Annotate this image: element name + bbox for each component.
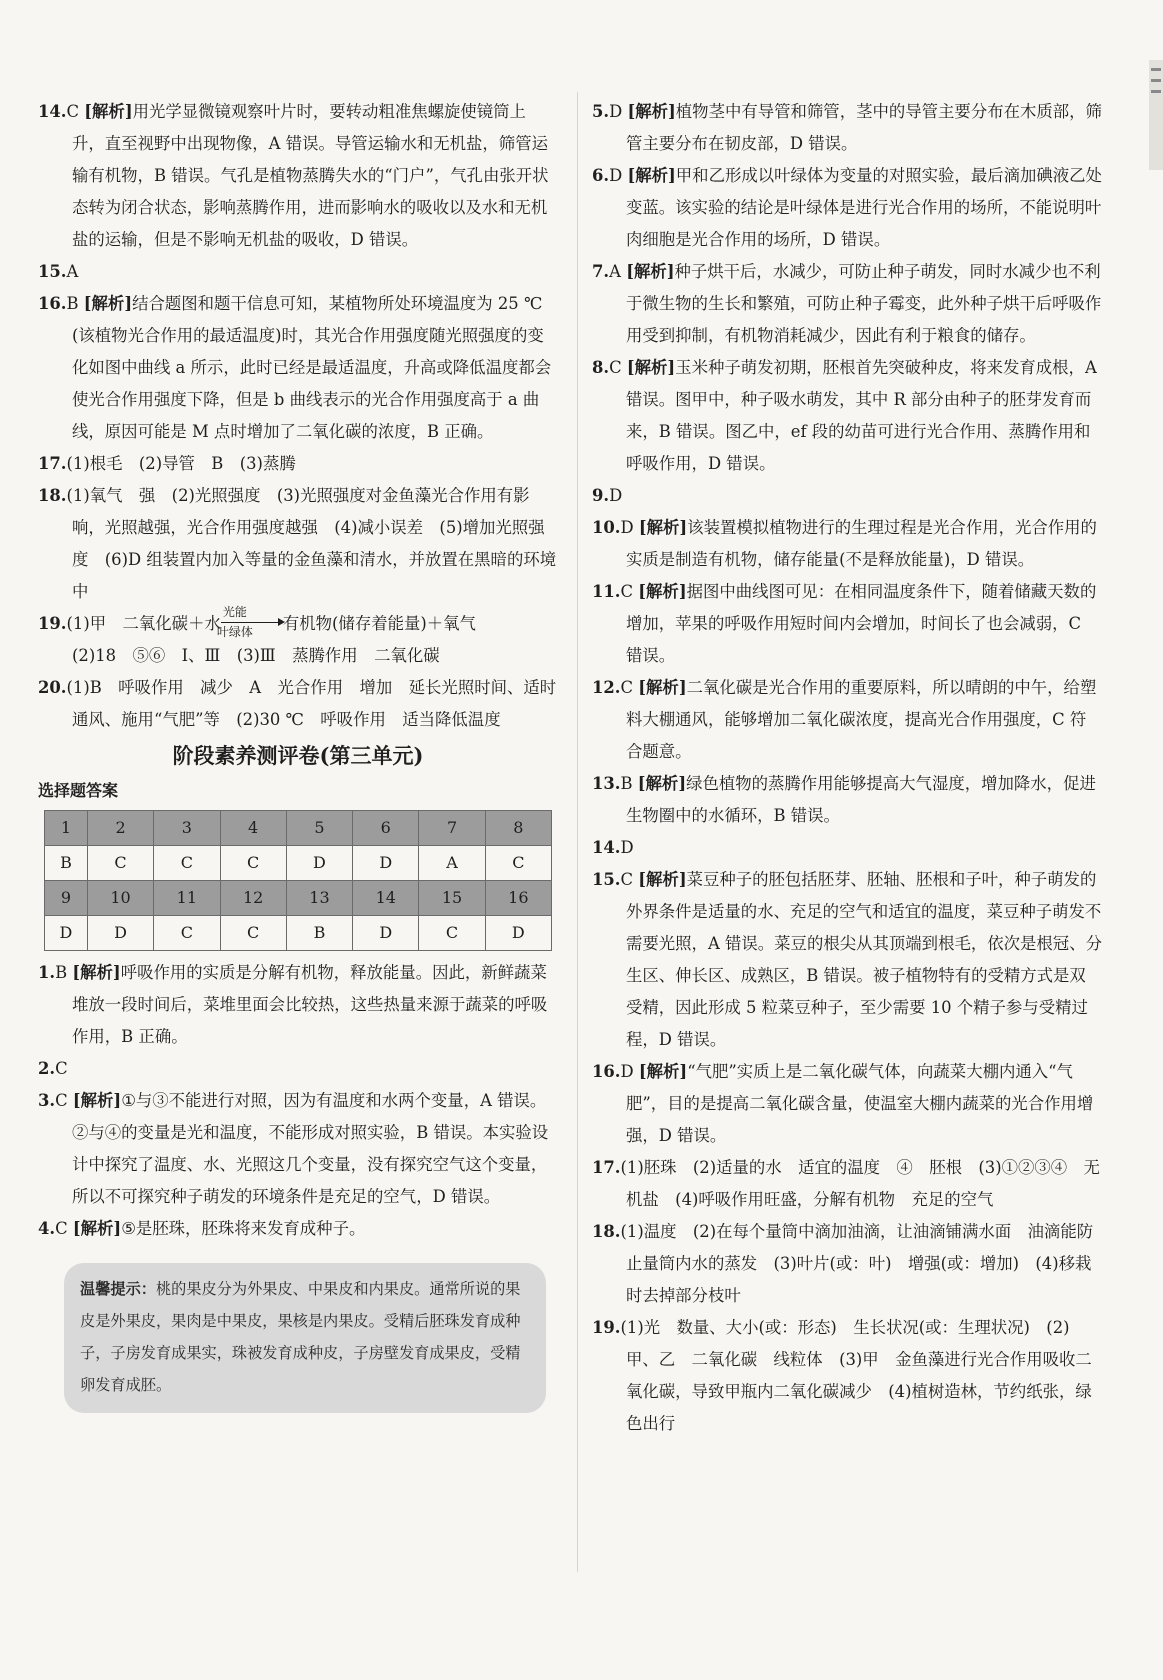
solution-item-12: 12.C [解析]二氧化碳是光合作用的重要原料，所以晴朗的中午，给塑料大棚通风，能够增加二氧化碳浓度，提高光合作用强度，C 符合题意。	[592, 678, 1097, 761]
question-number-cell: 2	[87, 811, 153, 846]
right-column	[592, 96, 1102, 1440]
solution-item-7: 7.A [解析]种子烘干后，水减少，可防止种子萌发，同时水减少也不利于微生物的生长和繁殖，可防止种子霉变，此外种子烘干后呼吸作用受到抑制，有机物消耗减少，因此有利于粮食的储存。	[592, 262, 1102, 345]
column-divider	[577, 92, 578, 1572]
answer-cell: C	[220, 846, 286, 881]
solution-item-19: 19.(1)光 数量、大小(或：形态) 生长状况(或：生理状况) (2)甲、乙 二氧化碳 线粒体 (3)甲 金鱼藻进行光合作用吸收二氧化碳，导致甲瓶内二氧化碳减少 (4)植树造林，节约纸张，绿色出行	[592, 1318, 1092, 1433]
tip-box: 温馨提示：桃的果皮分为外果皮、中果皮和内果皮。通常所说的果皮是外果皮，果肉是中果皮，果核是内果皮。受精后胚珠发育成种子，子房发育成果实，珠被发育成种皮，子房壁发育成果皮，受精卵发育成胚。	[64, 1263, 546, 1413]
question-number-cell: 1	[45, 811, 88, 846]
question-number-cell: 4	[220, 811, 286, 846]
answer-cell: C	[154, 846, 220, 881]
solution-item-2: 2.C	[38, 1059, 68, 1078]
solution-item-17: 17.(1)胚珠 (2)适量的水 适宜的温度 ④ 胚根 (3)①②③④ 无机盐 (4)呼吸作用旺盛，分解有机物 充足的空气	[592, 1158, 1100, 1209]
answer-cell: C	[154, 916, 220, 951]
answer-cell: B	[286, 916, 352, 951]
solution-item-10: 10.D [解析]该装置模拟植物进行的生理过程是光合作用，光合作用的实质是制造有机物，储存能量(不是释放能量)，D 错误。	[592, 518, 1097, 569]
answer-cell: D	[353, 846, 419, 881]
reaction-arrow: 光能 叶绿体	[221, 612, 283, 638]
answer-item-15: 15.A	[38, 262, 79, 281]
answer-cell: D	[87, 916, 153, 951]
answer-cell: C	[220, 916, 286, 951]
answer-item-14: 14.C [解析]用光学显微镜观察叶片时，要转动粗准焦螺旋使镜筒上升，直至视野中出现物像，A 错误。导管运输水和无机盐，筛管运输有机物，B 错误。气孔是植物蒸腾失水的“门户”，气孔由张开状态转为闭合状态，影响蒸腾作用，进而影响水的吸收以及水和无机盐的运输，但是不影响无机盐的吸收，D 错误。	[38, 102, 549, 249]
question-number-cell: 15	[419, 881, 485, 916]
answer-table	[44, 810, 552, 951]
question-number-cell: 8	[485, 811, 551, 846]
answer-cell: B	[45, 846, 88, 881]
solution-item-1: 1.B [解析]呼吸作用的实质是分解有机物，释放能量。因此，新鲜蔬菜堆放一段时间后，菜堆里面会比较热，这些热量来源于蔬菜的呼吸作用，B 正确。	[38, 963, 548, 1046]
answer-cell: C	[87, 846, 153, 881]
question-number-cell: 10	[87, 881, 153, 916]
question-number-cell: 16	[485, 881, 551, 916]
answer-cell: D	[45, 916, 88, 951]
answer-item-19: 19.(1)甲 二氧化碳＋水 光能 叶绿体 有机物(储存着能量)＋氧气 (2)18 ⑤⑥ Ⅰ、Ⅲ (3)Ⅲ 蒸腾作用 二氧化碳	[38, 604, 476, 665]
solution-item-18: 18.(1)温度 (2)在每个量筒中滴加油滴，让油滴铺满水面 油滴能防止量筒内水的蒸发 (3)叶片(或：叶) 增强(或：增加) (4)移栽时去掉部分枝叶	[592, 1222, 1094, 1305]
question-number-cell: 7	[419, 811, 485, 846]
answer-table-title: 选择题答案	[38, 781, 119, 800]
answer-cell: D	[353, 916, 419, 951]
left-column	[38, 96, 558, 1413]
answer-cell: C	[419, 916, 485, 951]
solution-item-3: 3.C [解析]①与③不能进行对照，因为有温度和水两个变量，A 错误。②与④的变量是光和温度，不能形成对照实验，B 错误。本实验设计中探究了温度、水、光照这几个变量，没有探究空气这个变量，所以不可探究种子萌发的环境条件是充足的空气，D 错误。	[38, 1091, 549, 1206]
solution-item-14: 14.D	[592, 838, 634, 857]
answer-table-row	[45, 916, 552, 951]
question-number-cell: 12	[220, 881, 286, 916]
question-number-cell: 6	[353, 811, 419, 846]
question-number-cell: 3	[154, 811, 220, 846]
answer-cell: D	[485, 916, 551, 951]
answer-cell: C	[485, 846, 551, 881]
question-number-cell: 9	[45, 881, 88, 916]
answer-table-row	[45, 881, 552, 916]
answer-table-row	[45, 811, 552, 846]
question-number-cell: 5	[286, 811, 352, 846]
solution-item-11: 11.C [解析]据图中曲线图可见：在相同温度条件下，随着储藏天数的增加，苹果的呼吸作用短时间内会增加，时间长了也会减弱，C 错误。	[592, 582, 1097, 665]
solution-item-5: 5.D [解析]植物茎中有导管和筛管，茎中的导管主要分布在木质部，筛管主要分布在韧皮部，D 错误。	[592, 102, 1102, 153]
page-edge-marker	[1149, 60, 1163, 170]
solution-item-15: 15.C [解析]菜豆种子的胚包括胚芽、胚轴、胚根和子叶，种子萌发的外界条件是适量的水、充足的空气和适宜的温度，菜豆种子萌发不需要光照，A 错误。菜豆的根尖从其顶端到根毛，依次是根冠、分生区、伸长区、成熟区，B 错误。被子植物特有的受精方式是双受精，因此形成 5 粒菜豆种子，至少需要 10 个精子参与受精过程，D 错误。	[592, 870, 1102, 1049]
answer-item-18: 18.(1)氧气 强 (2)光照强度 (3)光照强度对金鱼藻光合作用有影响，光照越强，光合作用强度越强 (4)减小误差 (5)增加光照强度 (6)D 组装置内加入等量的金鱼藻和清水，并放置在黑暗的环境中	[38, 486, 557, 601]
solution-item-6: 6.D [解析]甲和乙形成以叶绿体为变量的对照实验，最后滴加碘液乙处变蓝。该实验的结论是叶绿体是进行光合作用的场所，不能说明叶肉细胞是光合作用的场所，D 错误。	[592, 166, 1102, 249]
solution-item-13: 13.B [解析]绿色植物的蒸腾作用能够提高大气湿度，增加降水，促进生物圈中的水循环，B 错误。	[592, 774, 1096, 825]
answer-item-17: 17.(1)根毛 (2)导管 B (3)蒸腾	[38, 454, 296, 473]
solution-item-9: 9.D	[592, 486, 623, 505]
question-number-cell: 11	[154, 881, 220, 916]
answer-cell: D	[286, 846, 352, 881]
question-number-cell: 14	[353, 881, 419, 916]
answer-table-row	[45, 846, 552, 881]
answer-item-20: 20.(1)B 呼吸作用 减少 A 光合作用 增加 延长光照时间、适时通风、施用“气肥”等 (2)30 ℃ 呼吸作用 适当降低温度	[38, 678, 557, 729]
section-title: 阶段素养测评卷(第三单元)	[172, 743, 424, 768]
solution-item-16: 16.D [解析]“气肥”实质上是二氧化碳气体，向蔬菜大棚内通入“气肥”，目的是提高二氧化碳含量，使温室大棚内蔬菜的光合作用增强，D 错误。	[592, 1062, 1094, 1145]
solution-item-4: 4.C [解析]⑤是胚珠，胚珠将来发育成种子。	[38, 1219, 366, 1238]
question-number-cell: 13	[286, 881, 352, 916]
answer-item-16: 16.B [解析]结合题图和题干信息可知，某植物所处环境温度为 25 ℃(该植物光合作用的最适温度)时，其光合作用强度随光照强度的变化如图中曲线 a 所示，此时已经是最适温度，升高或降低温度都会使光合作用强度下降，但是 b 曲线表示的光合作用强度高于 a 曲线，原因可能是 M 点时增加了二氧化碳的浓度，B 正确。	[38, 294, 552, 441]
solution-item-8: 8.C [解析]玉米种子萌发初期，胚根首先突破种皮，将来发育成根，A 错误。图甲中，种子吸水萌发，其中 R 部分由种子的胚芽发育而来，B 错误。图乙中，ef 段的幼苗可进行光合作用、蒸腾作用和呼吸作用，D 错误。	[592, 358, 1097, 473]
answer-cell: A	[419, 846, 485, 881]
